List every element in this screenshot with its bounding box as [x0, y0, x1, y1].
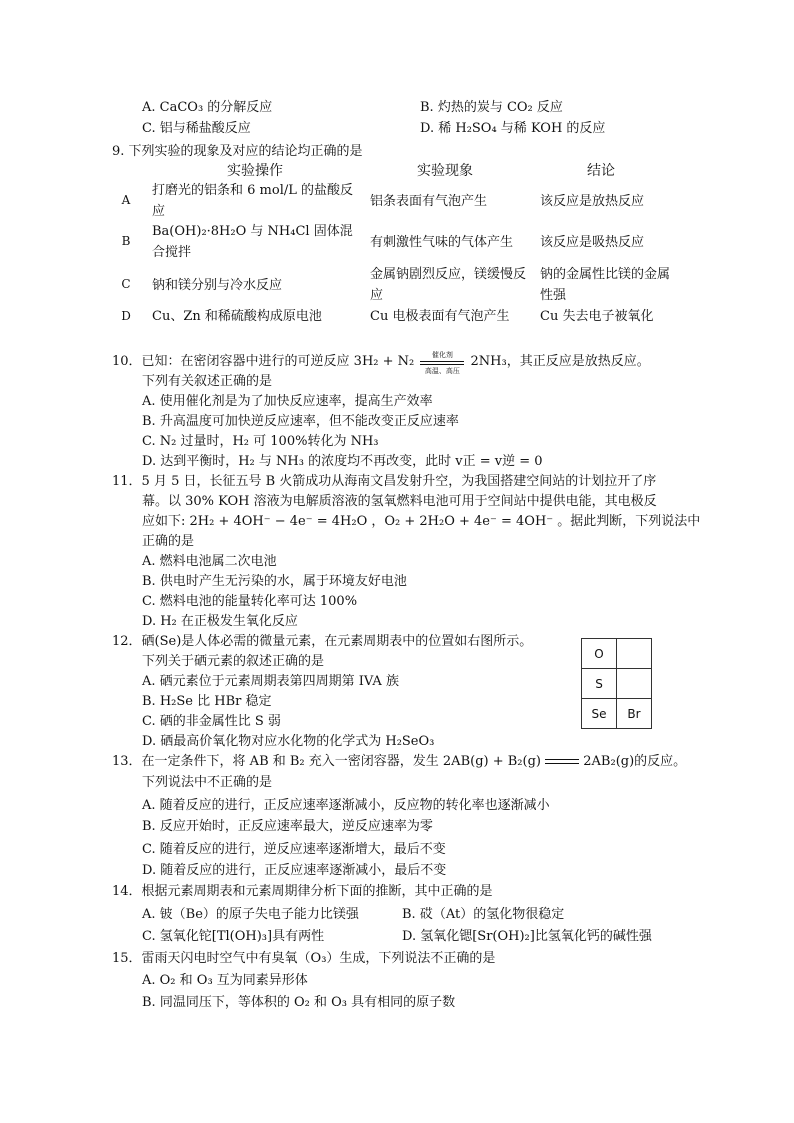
q10-stem-line2: 下列有关叙述正确的是: [142, 374, 273, 389]
q13-option-b: B. 反应开始时，正反应速率最大，逆反应速率为零: [142, 819, 433, 834]
q11-option-b: B. 供电时产生无污染的水，属于环境友好电池: [142, 574, 407, 589]
q11-option-d: D. H₂ 在正极发生氧化反应: [142, 614, 298, 629]
q9-cell-phenomenon: 铝条表面有气泡产生: [370, 194, 488, 209]
q13-stem-line2: 下列说法中不正确的是: [142, 775, 273, 790]
q9-row-label: D: [121, 309, 131, 323]
q9-header-operation: 实验操作: [227, 163, 283, 179]
q12-option-d: D. 硒最高价氧化物对应水化物的化学式为 H₂SeO₃: [142, 734, 435, 749]
q9-cell-conclusion: 该反应是吸热反应: [540, 235, 645, 250]
q12-option-c: C. 硒的非金属性比 S 弱: [142, 714, 281, 729]
q9-row-label: C: [121, 277, 131, 291]
q8-option-a: A. CaCO₃ 的分解反应: [142, 100, 273, 115]
q8-option-c: C. 铝与稀盐酸反应: [142, 121, 251, 136]
element-cell-empty: [617, 669, 652, 699]
q13-stem-part2: 2AB₂(g)的反应。: [583, 754, 687, 769]
q14-option-a: A. 铍（Be）的原子失电子能力比镁强: [142, 907, 359, 922]
q14-stem: 14．根据元素周期表和元素周期律分析下面的推断，其中正确的是: [112, 884, 493, 899]
reaction-arrow: [418, 350, 466, 375]
q9-row-label: B: [121, 234, 131, 248]
q10-option-c: C. N₂ 过量时，H₂ 可 100%转化为 NH₃: [142, 434, 379, 449]
q12-stem-line1: 12．硒(Se)是人体必需的微量元素，在元素周期表中的位置如右图所示。: [112, 634, 533, 649]
q9-cell-operation: 钠和镁分别与冷水反应: [152, 278, 283, 293]
q8-option-b: B. 灼热的炭与 CO₂ 反应: [420, 100, 563, 115]
q11-option-a: A. 燃料电池属二次电池: [142, 554, 277, 569]
q9-cell-conclusion: Cu 失去电子被氧化: [540, 309, 654, 324]
element-cell-se: Se: [582, 699, 617, 729]
periodic-table-fragment: [581, 638, 652, 729]
q15-option-a: A. O₂ 和 O₃ 互为同素异形体: [142, 973, 308, 988]
element-cell-br: Br: [617, 699, 652, 729]
q12-stem-line2: 下列关于硒元素的叙述正确的是: [142, 654, 325, 669]
q11-option-c: C. 燃料电池的能量转化率可达 100%: [142, 594, 358, 609]
q15-option-b: B. 同温同压下，等体积的 O₂ 和 O₃ 具有相同的原子数: [142, 995, 456, 1010]
arrow-condition-top: 催化剂: [431, 350, 453, 359]
q9-header-phenomenon: 实验现象: [417, 163, 473, 179]
q11-stem-line1: 11．5 月 5 日，长征五号 B 火箭成功从海南文昌发射升空，为我国搭建空间站的计划拉开了序: [112, 474, 657, 489]
q9-cell-conclusion: 钠的金属性比镁的金属性强: [540, 267, 671, 303]
q14-option-d: D. 氢氧化锶[Sr(OH)₂]比氢氧化钙的碱性强: [402, 929, 652, 944]
q14-option-b: B. 砹（At）的氢化物很稳定: [402, 907, 565, 922]
q10-option-b: B. 升高温度可加快逆反应速率，但不能改变正反应速率: [142, 414, 459, 429]
element-cell-s: S: [582, 669, 617, 699]
q9-row-label: A: [121, 193, 131, 207]
q14-option-c: C. 氢氧化铊[Tl(OH)₃]具有两性: [142, 929, 325, 944]
q15-stem: 15．雷雨天闪电时空气中有臭氧（O₃）生成，下列说法不正确的是: [112, 951, 496, 966]
arrow-condition-bottom: 高温、高压: [424, 366, 460, 375]
q10-option-a: A. 使用催化剂是为了加快反应速率，提高生产效率: [142, 394, 433, 409]
q9-cell-conclusion: 该反应是放热反应: [540, 194, 645, 209]
q13-option-c: C. 随着反应的进行，逆反应速率逐渐增大，最后不变: [142, 842, 446, 857]
q12-option-b: B. H₂Se 比 HBr 稳定: [142, 694, 272, 709]
q9-cell-phenomenon: 有刺激性气味的气体产生: [370, 235, 514, 250]
q12-option-a: A. 硒元素位于元素周期表第四周期第 IVA 族: [142, 674, 399, 689]
q11-stem-line3: 应如下: 2H₂ + 4OH⁻ − 4e⁻ = 4H₂O ，O₂ + 2H₂O + 4e⁻ = 4OH⁻ 。据此判断，下列说法中: [142, 514, 701, 529]
q9-stem: 9. 下列实验的现象及对应的结论均正确的是: [112, 144, 363, 159]
q10-stem-part2: 2NH₃，其正反应是放热反应。: [470, 354, 650, 369]
q10-option-d: D. 达到平衡时，H₂ 与 NH₃ 的浓度均不再改变，此时 v正 = v逆 = 0: [142, 454, 543, 469]
element-cell-o: O: [582, 639, 617, 669]
element-cell-empty: [617, 639, 652, 669]
q8-option-d: D. 稀 H₂SO₄ 与稀 KOH 的反应: [420, 121, 606, 136]
equilibrium-arrow: [545, 756, 579, 768]
q13-stem-part1: 13．在一定条件下，将 AB 和 B₂ 充入一密闭容器，发生 2AB(g) + B₂(g): [112, 754, 541, 769]
q9-header-conclusion: 结论: [587, 163, 615, 179]
q9-cell-operation: 打磨光的铝条和 6 mol/L 的盐酸反应: [152, 183, 353, 219]
q9-cell-operation: Ba(OH)₂·8H₂O 与 NH₄Cl 固体混合搅拌: [152, 224, 353, 260]
q9-cell-operation: Cu、Zn 和稀硫酸构成原电池: [152, 309, 322, 324]
q11-stem-line2: 幕。以 30% KOH 溶液为电解质溶液的氢氧燃料电池可用于空间站中提供电能，其电极反: [142, 494, 657, 509]
q10-stem: [112, 350, 650, 375]
q13-stem-line1: [112, 750, 686, 769]
q9-cell-phenomenon: Cu 电极表面有气泡产生: [370, 309, 510, 324]
q13-option-d: D. 随着反应的进行，正反应速率逐渐减小，最后不变: [142, 863, 447, 878]
q9-cell-phenomenon: 金属钠剧烈反应，镁缓慢反应: [370, 267, 527, 303]
q13-option-a: A. 随着反应的进行，正反应速率逐渐减小，反应物的转化率也逐渐减小: [142, 798, 550, 813]
q11-stem-line4: 正确的是: [142, 534, 195, 549]
q10-stem-part1: 10．已知：在密闭容器中进行的可逆反应 3H₂ + N₂: [112, 354, 415, 369]
